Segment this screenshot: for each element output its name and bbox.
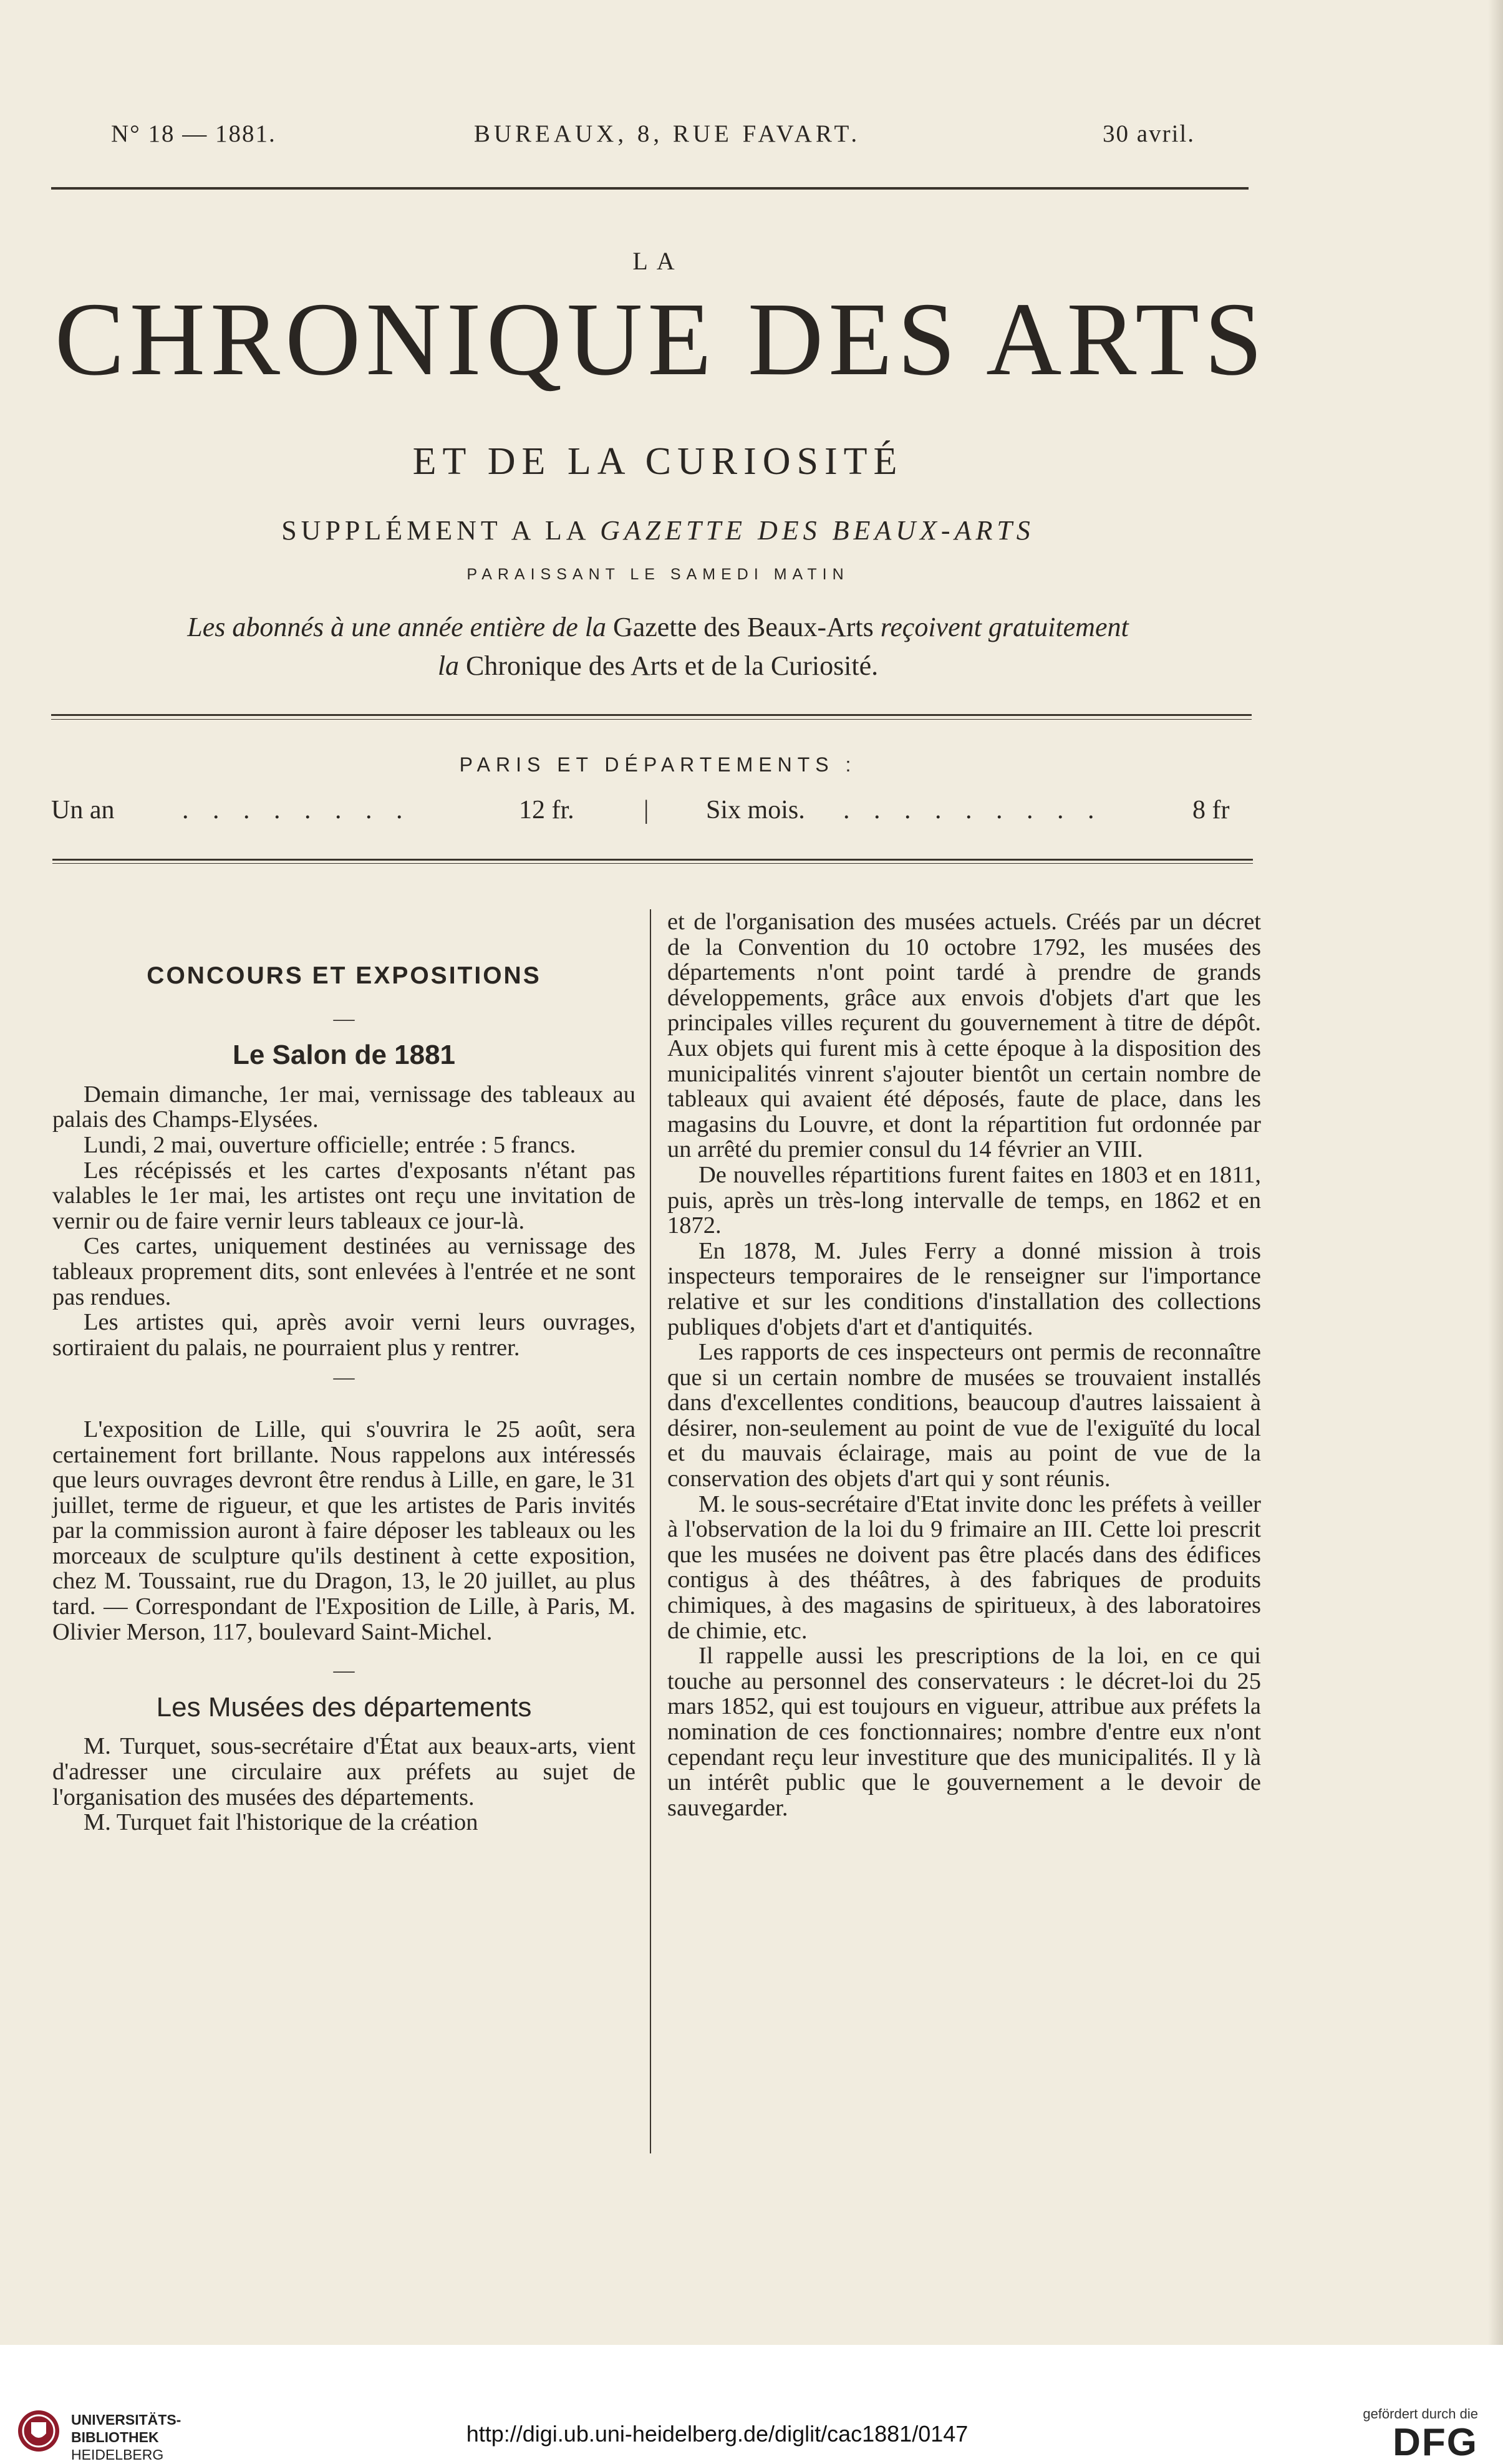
subscriber-note-part-5: Chronique des Arts et de la Curiosité. [466, 650, 879, 681]
separator-dash: — [333, 1366, 355, 1389]
paragraph: Il rappelle aussi les prescriptions de la loi, en ce qui touche au personnel des conservateurs : le décret-loi du 25 mars 1852, qui est toujours en vigueur, attribue aux préfets la nomination de ces fonctionnaires; nombre d'entre eux n'ont cependant reçu leur investiture que des municipalités. Il y là un intérêt public que le gouvernement a le devoir de sauvegarder. [667, 1643, 1261, 1821]
publication-schedule: PARAISSANT LE SAMEDI MATIN [466, 566, 849, 583]
paragraph: M. le sous-secrétaire d'Etat invite donc les préfets à veiller à l'observation de la loi du 9 frimaire an III. Cette loi prescrit que les musées ne doivent pas être placés dans des édifices contigus à des théâtres, à des fabriques de produits chimiques, à des magasins de spiritueux, à des laboratoires de chimie, etc. [667, 1490, 1261, 1644]
subscriber-note-part-1: Les abonnés à une année entière de la [187, 612, 606, 642]
paragraph: et de l'organisation des musées actuels. Créés par un décret de la Convention du 10 octobre 1792, les musées des départements n'ont point tardé à prendre de grands développements, grâce aux envois d'objets d'art que les principales villes reçurent du gouvernement à titre de dépôt. Aux objets qui furent mis à cette époque à la disposition des municipalités vinrent s'ajouter bientôt un certain nombre de tableaux qui avaient été déposés, faute de place, dans les magasins du Louvre, et dont la répartition fut ordonnée par un arrêté du premier consul du 14 février an VIII. [667, 909, 1261, 1163]
left-column [52, 964, 636, 1835]
masthead-la: LA [632, 247, 684, 275]
paragraph: Demain dimanche, 1er mai, vernissage des tableaux au palais des Champs-Elysées. [52, 1081, 636, 1133]
price-year-value: 12 fr. [519, 796, 574, 824]
paragraph: Les artistes qui, après avoir verni leurs ouvrages, sortiraient du palais, ne pourraient plus y rentrer. [52, 1309, 636, 1361]
price-six-months-label: Six mois. [706, 796, 805, 824]
separator-dash: — [333, 1659, 355, 1683]
paragraph: Lundi, 2 mai, ouverture officielle; entrée : 5 francs. [84, 1131, 576, 1158]
issue-date: 30 avril. [1103, 120, 1195, 147]
paragraph: M. Turquet, sous-secrétaire d'État aux beaux-arts, vient d'adresser une circulaire aux préfets au sujet de l'organisation des musées des départements. [52, 1733, 636, 1810]
subscription-prices [51, 795, 1273, 833]
masthead-rule-bottom [51, 719, 1252, 720]
subscription-rule-top [52, 859, 1253, 861]
library-name: UNIVERSITÄTS- BIBLIOTHEK HEIDELBERG [71, 2412, 181, 2463]
column-divider [650, 909, 651, 2153]
separator-dash: — [333, 1007, 355, 1030]
subsection-title-salon: Le Salon de 1881 [232, 1040, 456, 1071]
university-seal-icon [16, 2408, 61, 2453]
price-separator: | [644, 796, 649, 824]
supplement-prefix: SUPPLÉMENT A LA [281, 515, 589, 546]
subscription-rule-bottom [52, 863, 1253, 864]
paragraph: Ces cartes, uniquement destinées au vernissage des tableaux proprement dits, sont enlevées à l'entrée et ne sont pas rendues. [52, 1233, 636, 1310]
subsection-title-musees: Les Musées des départements [156, 1691, 532, 1722]
paragraph: En 1878, M. Jules Ferry a donné mission à trois inspecteurs temporaires de le renseigner sur l'importance relative et sur les conditions d'installation des collections publiques d'objets d'art et d'antiquités. [667, 1237, 1261, 1340]
subscriber-note-part-4: la [437, 650, 460, 681]
masthead-title: CHRONIQUE DES ARTS [54, 281, 1268, 397]
subscriber-note-part-3: reçoivent gratuitement [880, 612, 1129, 642]
paragraph: M. Turquet fait l'historique de la création [84, 1809, 478, 1836]
paragraph: Les récépissés et les cartes d'exposants n'étant pas valables le 1er mai, les artistes ont reçu une invitation de vernir ou de faire vernir leurs tableaux ce jour-là. [52, 1157, 636, 1234]
funding-label: gefördert durch die [1363, 2406, 1478, 2422]
price-year-label: Un an [51, 796, 115, 824]
paragraph: Les rapports de ces inspecteurs ont permis de reconnaître que si un certain nombre de musées se trouvaient installés dans d'excellentes conditions, beaucoup d'autres laissaient à désirer, non-seulement au point de vue de l'exiguïté du local et du mauvais éclairage, mais au point de vue de la conservation des objets d'art qui y sont réunis. [667, 1339, 1261, 1492]
section-title-concours: CONCOURS ET EXPOSITIONS [147, 962, 541, 989]
paragraph-lille: L'exposition de Lille, qui s'ouvrira le 25 août, sera certainement fort brillante. Nous rappelons aux intéressés que leurs ouvrages devront être rendus à Lille, en gare, le 31 juillet, terme de rigueur, et que les artistes de Paris invités par la commission auront à faire déposer les tableaux ou les morceaux de sculpture qu'ils destinent à cette exposition, chez M. Toussaint, rue du Dragon, 13, le 20 juillet, au plus tard. — Correspondant de l'Exposition de Lille, à Paris, M. Olivier Merson, 117, boulevard Saint-Michel. [52, 1416, 636, 1645]
source-url-link[interactable]: http://digi.ub.uni-heidelberg.de/diglit/cac1881/0147 [466, 2421, 969, 2447]
masthead-rule-top [51, 714, 1252, 716]
dfg-logo: DFG [1393, 2421, 1478, 2464]
price-year-dots: . . . . . . . . [182, 796, 412, 824]
masthead-supplement [0, 515, 1316, 546]
right-column [667, 909, 1261, 1820]
header-rule [51, 187, 1249, 190]
bureaux-address: BUREAUX, 8, RUE FAVART. [473, 120, 861, 147]
subscriber-note-part-2: Gazette des Beaux-Arts [612, 612, 874, 642]
price-six-months-dots: . . . . . . . . . [843, 796, 1103, 824]
price-six-months-value: 8 fr [1192, 796, 1230, 824]
subscription-heading: PARIS ET DÉPARTEMENTS : [459, 753, 857, 776]
supplement-gazette: GAZETTE DES BEAUX-ARTS [600, 515, 1035, 546]
paragraph: De nouvelles répartitions furent faites en 1803 et en 1811, puis, après un très-long intervalle de temps, en 1862 et en 1872. [667, 1161, 1261, 1239]
subscriber-note [94, 608, 1222, 685]
masthead-subtitle: ET DE LA CURIOSITÉ [412, 440, 904, 483]
issue-number: N° 18 — 1881. [111, 120, 276, 147]
page-edge-shadow [1488, 0, 1503, 2345]
